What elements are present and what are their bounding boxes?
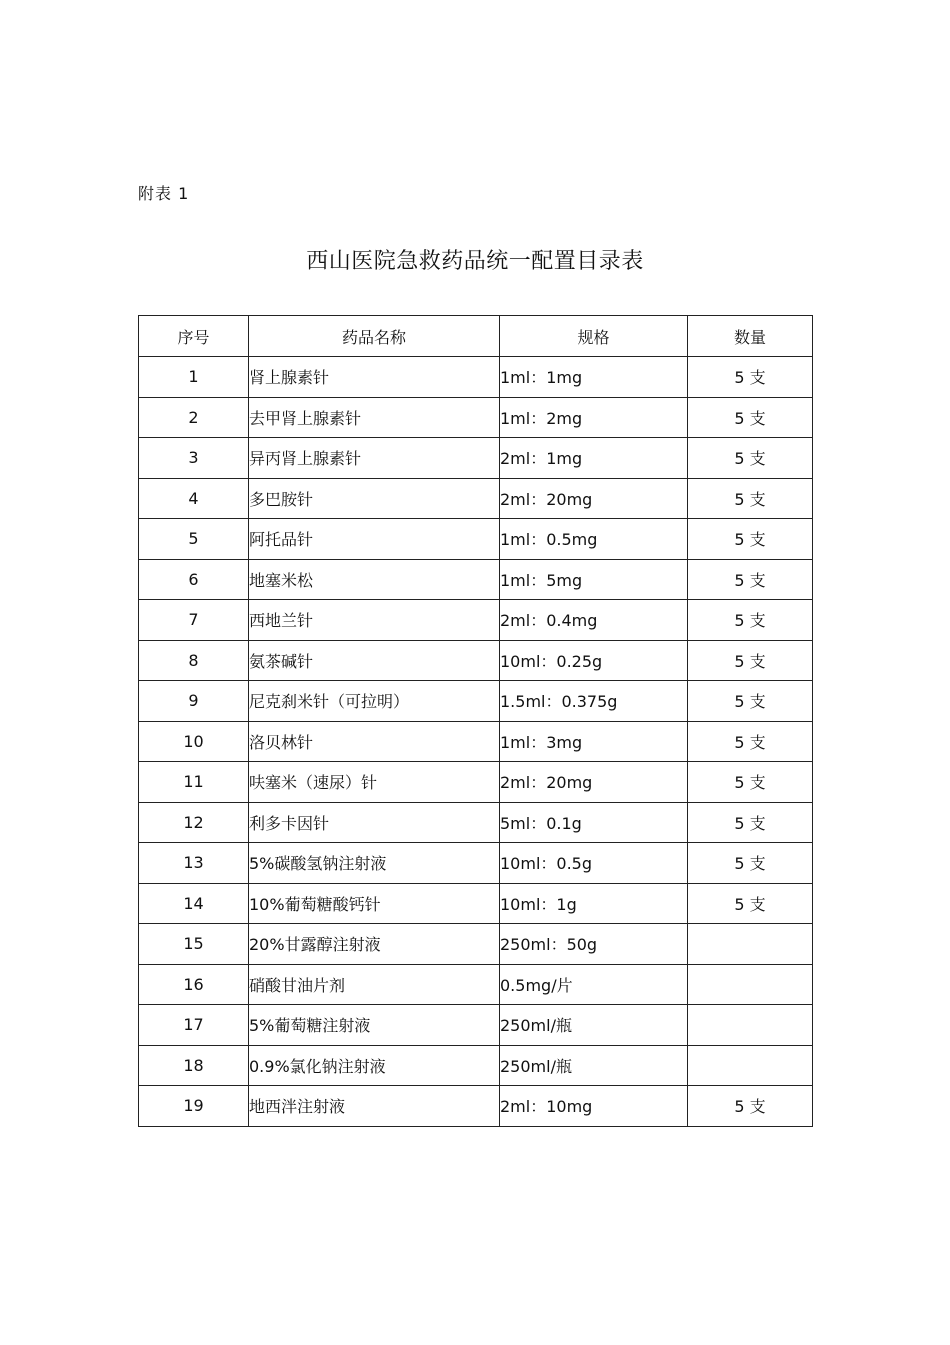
table-row <box>139 1005 813 1046</box>
table-row <box>139 964 813 1005</box>
cell-drug-name: 异丙肾上腺素针 <box>249 438 500 479</box>
table-row <box>139 883 813 924</box>
header-index: 序号 <box>139 316 249 357</box>
table-row <box>139 1045 813 1086</box>
cell-drug-name: 0.9%氯化钠注射液 <box>249 1045 500 1086</box>
cell-specification: 250ml/瓶 <box>500 1005 688 1046</box>
cell-specification: 10ml：1g <box>500 883 688 924</box>
cell-index: 15 <box>139 924 249 965</box>
cell-quantity <box>688 1045 813 1086</box>
cell-index: 14 <box>139 883 249 924</box>
cell-drug-name: 硝酸甘油片剂 <box>249 964 500 1005</box>
table-row <box>139 681 813 722</box>
table-row <box>139 924 813 965</box>
cell-drug-name: 地塞米松 <box>249 559 500 600</box>
cell-specification: 1.5ml：0.375g <box>500 681 688 722</box>
table-row <box>139 721 813 762</box>
cell-drug-name: 多巴胺针 <box>249 478 500 519</box>
cell-index: 4 <box>139 478 249 519</box>
cell-quantity: 5 支 <box>688 478 813 519</box>
drug-catalog-table <box>138 315 813 1127</box>
cell-index: 2 <box>139 397 249 438</box>
cell-quantity: 5 支 <box>688 762 813 803</box>
cell-index: 17 <box>139 1005 249 1046</box>
cell-quantity: 5 支 <box>688 802 813 843</box>
cell-quantity: 5 支 <box>688 1086 813 1127</box>
cell-quantity: 5 支 <box>688 600 813 641</box>
header-specification: 规格 <box>500 316 688 357</box>
page-title: 西山医院急救药品统一配置目录表 <box>306 249 644 274</box>
cell-quantity: 5 支 <box>688 519 813 560</box>
cell-quantity: 5 支 <box>688 640 813 681</box>
cell-specification: 0.5mg/片 <box>500 964 688 1005</box>
cell-quantity: 5 支 <box>688 681 813 722</box>
cell-specification: 1ml：3mg <box>500 721 688 762</box>
cell-quantity <box>688 1005 813 1046</box>
header-drug-name: 药品名称 <box>249 316 500 357</box>
cell-index: 10 <box>139 721 249 762</box>
cell-drug-name: 阿托品针 <box>249 519 500 560</box>
cell-drug-name: 去甲肾上腺素针 <box>249 397 500 438</box>
cell-index: 1 <box>139 357 249 398</box>
cell-specification: 2ml：1mg <box>500 438 688 479</box>
cell-specification: 10ml：0.25g <box>500 640 688 681</box>
table-body <box>139 357 813 1127</box>
cell-specification: 250ml/瓶 <box>500 1045 688 1086</box>
cell-index: 16 <box>139 964 249 1005</box>
cell-index: 13 <box>139 843 249 884</box>
table-row <box>139 438 813 479</box>
cell-drug-name: 地西泮注射液 <box>249 1086 500 1127</box>
table-row <box>139 397 813 438</box>
cell-index: 5 <box>139 519 249 560</box>
cell-specification: 1ml：5mg <box>500 559 688 600</box>
table-row <box>139 640 813 681</box>
cell-quantity <box>688 924 813 965</box>
cell-quantity: 5 支 <box>688 397 813 438</box>
header-quantity: 数量 <box>688 316 813 357</box>
cell-index: 3 <box>139 438 249 479</box>
cell-drug-name: 5%葡萄糖注射液 <box>249 1005 500 1046</box>
cell-quantity: 5 支 <box>688 438 813 479</box>
table-row <box>139 843 813 884</box>
cell-drug-name: 西地兰针 <box>249 600 500 641</box>
cell-index: 7 <box>139 600 249 641</box>
cell-specification: 5ml：0.1g <box>500 802 688 843</box>
table-row <box>139 802 813 843</box>
cell-specification: 10ml：0.5g <box>500 843 688 884</box>
cell-index: 9 <box>139 681 249 722</box>
cell-specification: 250ml：50g <box>500 924 688 965</box>
cell-quantity <box>688 964 813 1005</box>
table-row <box>139 357 813 398</box>
cell-index: 6 <box>139 559 249 600</box>
table-row <box>139 1086 813 1127</box>
table-row <box>139 762 813 803</box>
cell-drug-name: 呋塞米（速尿）针 <box>249 762 500 803</box>
cell-quantity: 5 支 <box>688 843 813 884</box>
cell-drug-name: 洛贝林针 <box>249 721 500 762</box>
table-row <box>139 478 813 519</box>
cell-specification: 2ml：0.4mg <box>500 600 688 641</box>
cell-drug-name: 尼克刹米针（可拉明） <box>249 681 500 722</box>
cell-quantity: 5 支 <box>688 721 813 762</box>
cell-specification: 1ml：1mg <box>500 357 688 398</box>
cell-index: 11 <box>139 762 249 803</box>
table-header-row <box>139 316 813 357</box>
cell-drug-name: 氨茶碱针 <box>249 640 500 681</box>
cell-index: 19 <box>139 1086 249 1127</box>
cell-quantity: 5 支 <box>688 357 813 398</box>
cell-drug-name: 肾上腺素针 <box>249 357 500 398</box>
cell-specification: 1ml：0.5mg <box>500 519 688 560</box>
cell-drug-name: 20%甘露醇注射液 <box>249 924 500 965</box>
cell-specification: 1ml：2mg <box>500 397 688 438</box>
cell-index: 18 <box>139 1045 249 1086</box>
cell-drug-name: 10%葡萄糖酸钙针 <box>249 883 500 924</box>
appendix-label: 附表 1 <box>138 184 190 203</box>
table-row <box>139 559 813 600</box>
table-row <box>139 600 813 641</box>
cell-index: 12 <box>139 802 249 843</box>
cell-drug-name: 利多卡因针 <box>249 802 500 843</box>
cell-specification: 2ml：20mg <box>500 762 688 803</box>
cell-quantity: 5 支 <box>688 883 813 924</box>
cell-index: 8 <box>139 640 249 681</box>
cell-drug-name: 5%碳酸氢钠注射液 <box>249 843 500 884</box>
cell-specification: 2ml：20mg <box>500 478 688 519</box>
cell-specification: 2ml：10mg <box>500 1086 688 1127</box>
cell-quantity: 5 支 <box>688 559 813 600</box>
table-row <box>139 519 813 560</box>
